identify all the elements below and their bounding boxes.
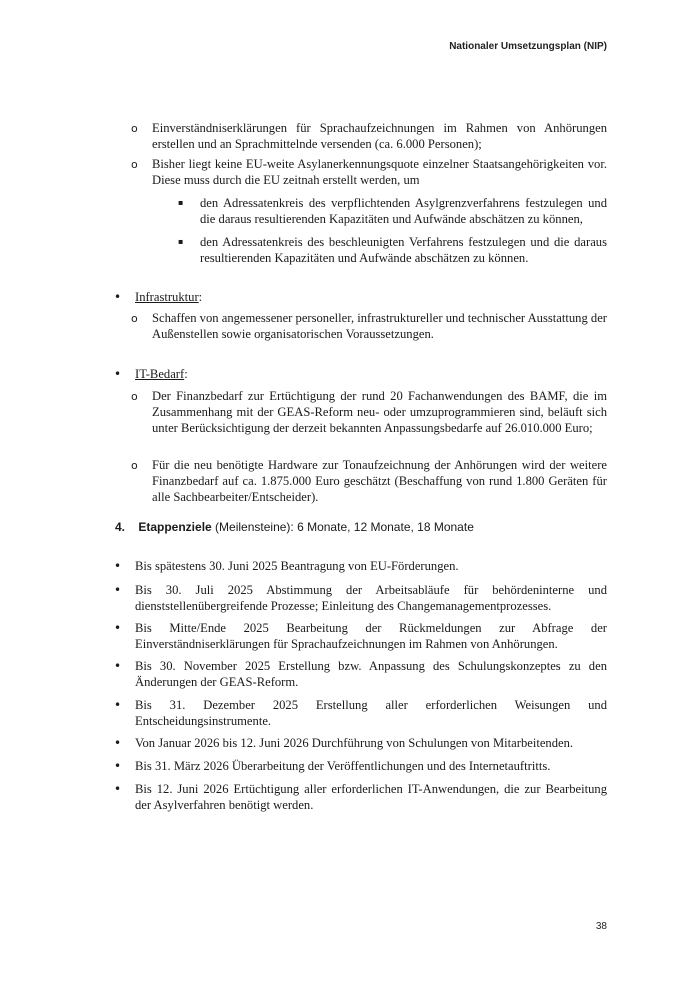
list-item: den Adressatenkreis des beschleunigten Verfahrens festzulegen und die daraus resultierenden Kapazitäten und Aufwände abschätzen zu können. [200,235,607,265]
square-bullet-icon: ▪ [178,198,184,207]
infrastruktur-colon: : [198,290,203,304]
it-bedarf-colon: : [184,367,188,381]
list-item: Schaffen von angemessener personeller, infrastruktureller und technischer Ausstattung der Außenstellen sowie organisatorischen Voraussetzungen. [152,311,607,341]
milestone-item: Bis 31. Dezember 2025 Erstellung aller erforderlichen Weisungen und Entscheidungsinstrumente. [135,698,607,728]
circle-bullet-icon: o [131,122,138,135]
milestone-item: Bis 30. Juli 2025 Abstimmung der Arbeitsabläufe für behördeninterne und dienststellenübergreifende Prozesse; Einleitung des Changemanagementprozesses. [135,583,607,613]
milestone-item: Bis 12. Juni 2026 Ertüchtigung aller erforderlichen IT-Anwendungen, die zur Bearbeitung der Asylverfahren benötigt werden. [135,782,607,812]
bullet-icon: • [114,290,122,304]
section-heading [115,519,474,535]
section-number: 4. [115,520,126,534]
milestone-item: Von Januar 2026 bis 12. Juni 2026 Durchführung von Schulungen von Mitarbeitenden. [135,736,574,750]
bullet-icon: • [114,759,122,773]
list-item: Einverständniserklärungen für Sprachaufzeichnungen im Rahmen von Anhörungen erstellen und an Sprachmittelnde versenden (ca. 6.000 Personen); [152,121,607,151]
list-item: Bisher liegt keine EU-weite Asylanerkennungsquote einzelner Staatsangehörigkeiten vor. Diese muss durch die EU zeitnah erstellt werden, um [152,157,607,187]
infrastruktur-label: Infrastruktur [135,290,199,304]
bullet-icon: • [114,367,122,381]
circle-bullet-icon: o [131,390,138,403]
it-bedarf-label: IT-Bedarf [135,367,185,381]
milestone-item: Bis 30. November 2025 Erstellung bzw. Anpassung des Schulungskonzeptes zu den Änderungen der GEAS-Reform. [135,659,607,689]
bullet-icon: • [114,621,122,635]
circle-bullet-icon: o [131,459,138,472]
bullet-icon: • [114,698,122,712]
list-item: Der Finanzbedarf zur Ertüchtigung der rund 20 Fachanwendungen des BAMF, die im Zusammenhang mit der GEAS-Reform neu- oder umzuprogrammieren sind, beläuft sich unter Berücksichtigung der derzeit bekannten Anpassungsbedarfe auf 26.010.000 Euro; [152,389,607,435]
bullet-icon: • [114,736,122,750]
infrastruktur-heading [135,289,607,305]
it-bedarf-heading [135,366,607,382]
milestone-item: Bis Mitte/Ende 2025 Bearbeitung der Rückmeldungen zur Abfrage der Einverständniserklärungen für Sprachaufzeichnungen im Rahmen von Anhörungen. [135,621,607,651]
bullet-icon: • [114,659,122,673]
bullet-icon: • [114,583,122,597]
bullet-icon: • [114,782,122,796]
page-number: 38 [595,921,607,932]
list-item: Für die neu benötigte Hardware zur Tonaufzeichnung der Anhörungen wird der weitere Finanzbedarf auf ca. 1.875.000 Euro geschätzt (Beschaffung von rund 1.800 Geräten für alle Sachbearbeiter/Entscheider). [152,458,607,504]
section-subtitle: (Meilensteine): 6 Monate, 12 Monate, 18 Monate [215,520,474,534]
section-title: Etappenziele [138,520,212,534]
milestone-item: Bis 31. März 2026 Überarbeitung der Veröffentlichungen und des Internetauftritts. [135,759,551,773]
page-header-title: Nationaler Umsetzungsplan (NIP) [449,41,607,52]
list-item: den Adressatenkreis des verpflichtenden Asylgrenzverfahrens festzulegen und die daraus resultierenden Kapazitäten und Aufwände abschätzen zu können, [200,196,607,226]
circle-bullet-icon: o [131,158,138,171]
milestone-item: Bis spätestens 30. Juni 2025 Beantragung von EU-Förderungen. [135,559,459,573]
circle-bullet-icon: o [131,312,138,325]
bullet-icon: • [114,559,122,573]
square-bullet-icon: ▪ [178,237,184,246]
